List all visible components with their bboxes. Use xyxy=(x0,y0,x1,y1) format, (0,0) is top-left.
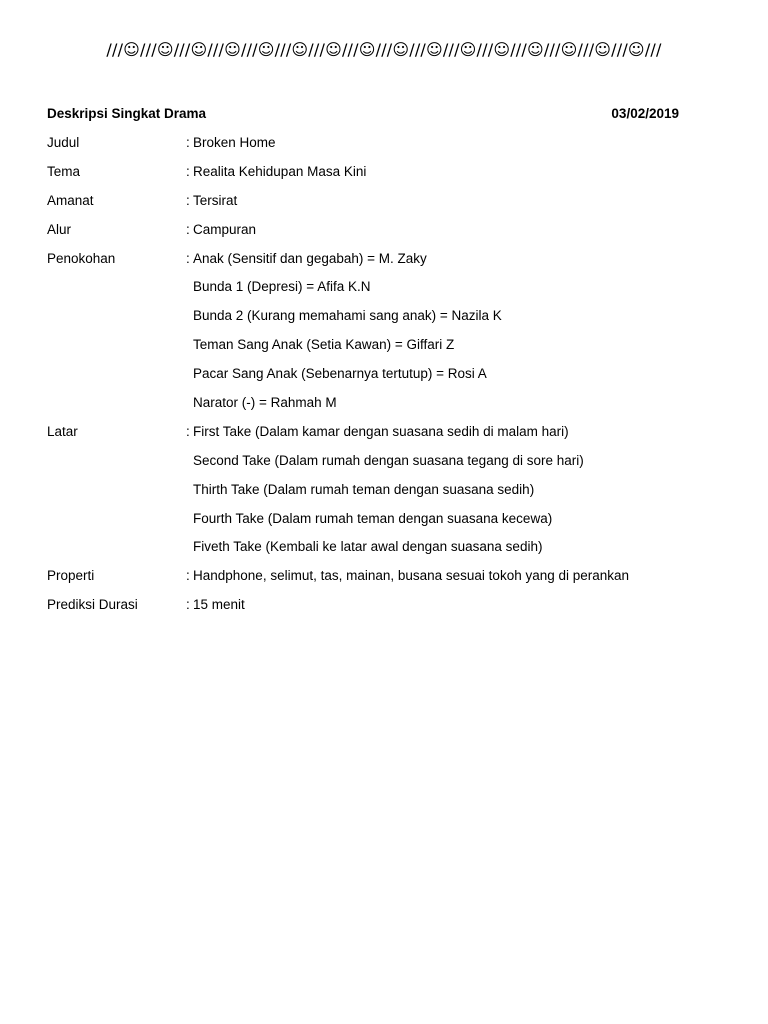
field-value: Thirth Take (Dalam rumah teman dengan suasana sedih) xyxy=(193,481,535,497)
field-value: Fiveth Take (Kembali ke latar awal dengan suasana sedih) xyxy=(193,539,543,555)
field-colon: : xyxy=(186,192,190,208)
field-list xyxy=(47,135,727,626)
document-date: 03/02/2019 xyxy=(611,106,679,121)
field-value: Second Take (Dalam rumah dengan suasana tegang di sore hari) xyxy=(193,452,584,468)
field-row-penokohan xyxy=(47,251,727,280)
field-colon: : xyxy=(186,135,190,150)
field-row-prediksi-durasi xyxy=(47,597,727,626)
field-value: Handphone, selimut, tas, mainan, busana sesuai tokoh yang di perankan xyxy=(193,568,630,584)
field-row-latar-cont xyxy=(47,453,727,482)
field-colon: : xyxy=(186,568,190,584)
field-value: First Take (Dalam kamar dengan suasana sedih di malam hari) xyxy=(193,423,569,439)
document-header xyxy=(47,106,679,126)
field-row-penokohan-cont xyxy=(47,395,727,424)
field-row-judul xyxy=(47,135,727,164)
field-colon: : xyxy=(186,250,190,266)
decorative-ornament-line: ///☺///☺///☺///☺///☺///☺///☺///☺///☺///☺///☺///☺///☺///☺///☺///☺/// xyxy=(106,40,662,59)
field-colon: : xyxy=(186,221,190,237)
field-colon: : xyxy=(186,597,190,613)
field-row-penokohan-cont xyxy=(47,279,727,308)
field-row-tema xyxy=(47,164,727,193)
field-row-penokohan-cont xyxy=(47,366,727,395)
field-value: Teman Sang Anak (Setia Kawan) = Giffari Z xyxy=(193,337,455,353)
field-value: Bunda 2 (Kurang memahami sang anak) = Nazila K xyxy=(193,308,502,324)
document-title: Deskripsi Singkat Drama xyxy=(47,106,207,121)
field-label: Alur xyxy=(47,221,72,237)
field-value: Realita Kehidupan Masa Kini xyxy=(193,163,367,179)
field-value: Campuran xyxy=(193,221,257,237)
field-colon: : xyxy=(186,163,190,179)
field-value: Narator (-) = Rahmah M xyxy=(193,395,337,411)
field-label: Judul xyxy=(47,135,80,150)
field-label: Tema xyxy=(47,163,81,179)
field-row-latar-cont xyxy=(47,539,727,568)
field-label: Penokohan xyxy=(47,250,116,266)
field-row-penokohan-cont xyxy=(47,337,727,366)
field-value: Anak (Sensitif dan gegabah) = M. Zaky xyxy=(193,250,427,266)
field-label: Properti xyxy=(47,568,95,584)
field-value: 15 menit xyxy=(193,597,245,613)
field-value: Pacar Sang Anak (Sebenarnya tertutup) = Rosi A xyxy=(193,366,487,382)
field-row-latar xyxy=(47,424,727,453)
field-row-penokohan-cont xyxy=(47,308,727,337)
field-row-alur xyxy=(47,222,727,251)
field-value: Tersirat xyxy=(193,192,238,208)
field-value: Fourth Take (Dalam rumah teman dengan suasana kecewa) xyxy=(193,510,553,526)
field-value: Bunda 1 (Depresi) = Afifa K.N xyxy=(193,279,371,295)
field-label: Amanat xyxy=(47,192,94,208)
field-row-properti xyxy=(47,568,727,597)
field-row-latar-cont xyxy=(47,511,727,540)
field-row-latar-cont xyxy=(47,482,727,511)
field-colon: : xyxy=(186,423,190,439)
field-row-amanat xyxy=(47,193,727,222)
field-value: Broken Home xyxy=(193,135,276,150)
field-label: Prediksi Durasi xyxy=(47,597,138,613)
field-label: Latar xyxy=(47,423,78,439)
